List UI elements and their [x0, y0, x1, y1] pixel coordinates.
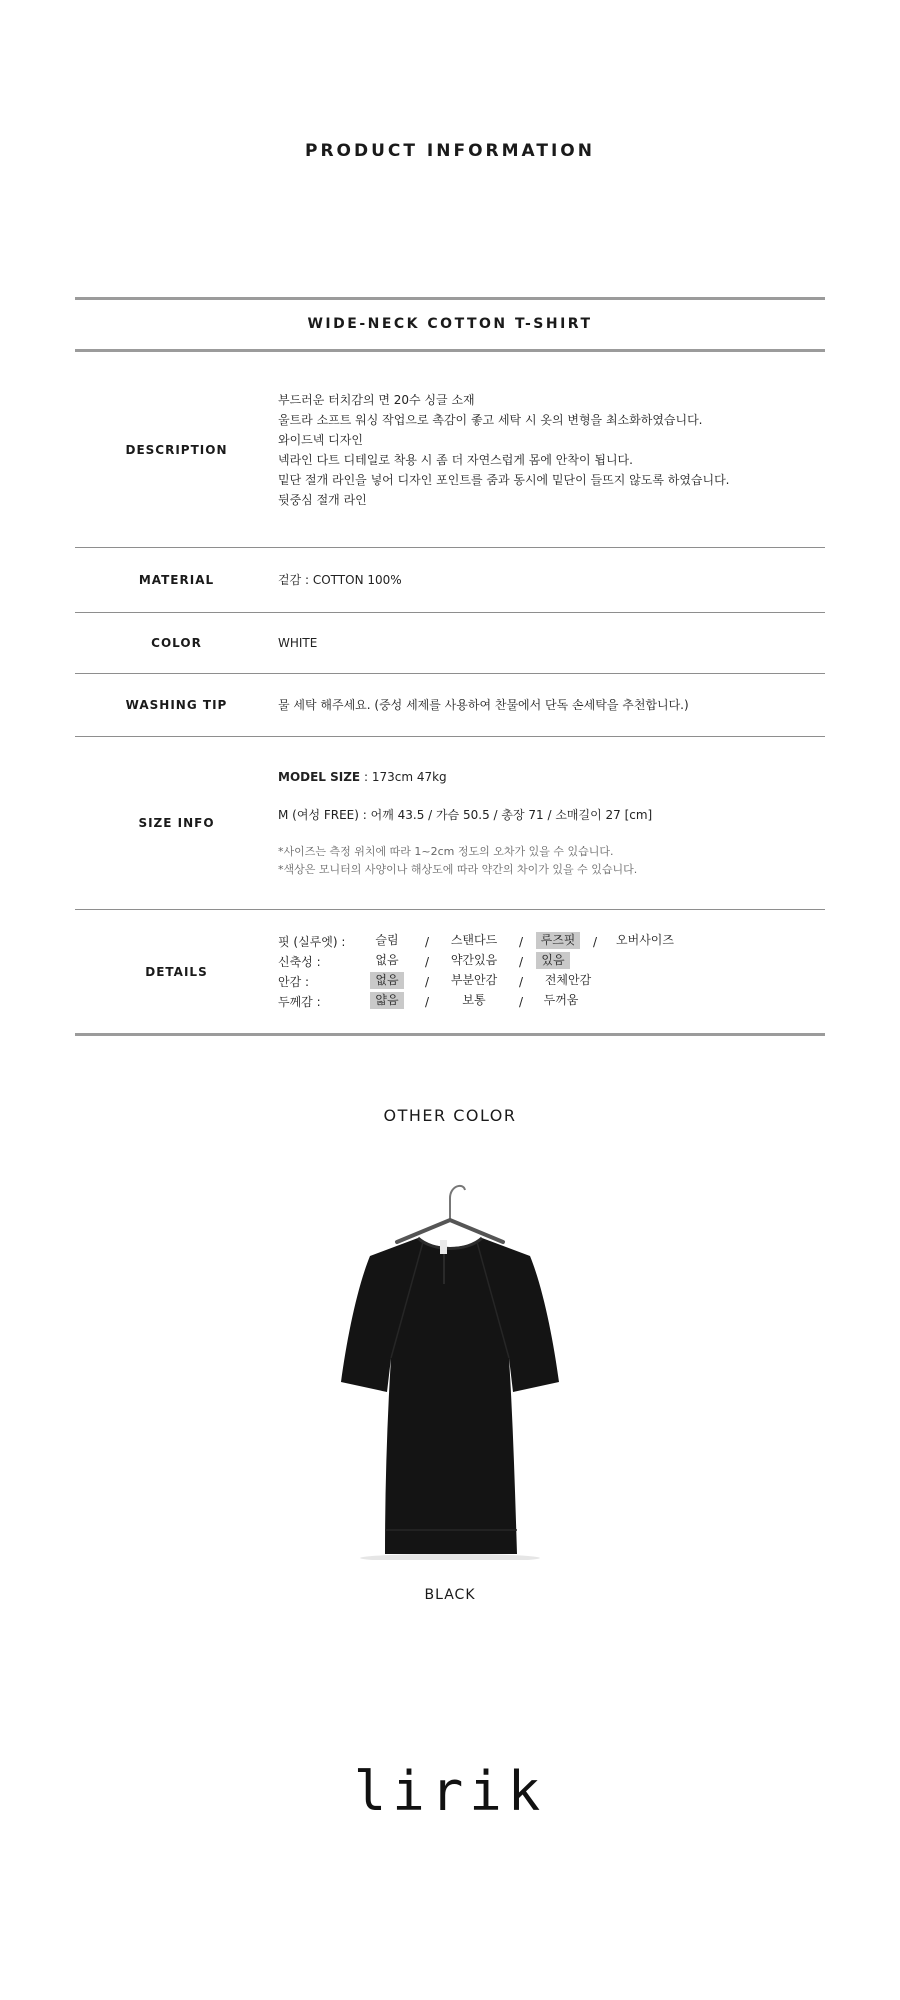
detail-option: 오버사이즈: [616, 932, 674, 947]
description-line: 밑단 절개 라인을 넣어 디자인 포인트를 줌과 동시에 밑단이 들뜨지 않도록 하였습니다.: [278, 472, 730, 487]
color-value: WHITE: [278, 636, 318, 650]
product-info-table: [75, 297, 825, 1036]
model-size-label: MODEL SIZE: [278, 770, 361, 784]
model-size: [278, 767, 825, 787]
size-info-label: SIZE INFO: [138, 816, 215, 830]
details-row: [75, 910, 825, 1033]
shirt-tag: [440, 1240, 447, 1254]
material-value: 겉감 : COTTON 100%: [278, 573, 402, 587]
detail-label: 핏 (실루엣) :: [278, 934, 346, 949]
detail-option: 슬림: [375, 932, 399, 947]
detail-label: 두께감 :: [278, 994, 321, 1009]
color-note: *색상은 모니터의 사양이나 해상도에 따라 약간의 차이가 있을 수 있습니다.: [278, 863, 638, 876]
details-content: [278, 932, 825, 1012]
other-color-title: OTHER COLOR: [383, 1106, 517, 1125]
detail-option: 두꺼움: [543, 992, 579, 1007]
shirt-body: [341, 1238, 559, 1554]
size-measurements: M (여성 FREE) : 어깨 43.5 / 가슴 50.5 / 총장 71 / 소매길이 27 [cm]: [278, 808, 653, 822]
description-line: 뒷중심 절개 라인: [278, 492, 367, 507]
detail-option-selected: 있음: [536, 952, 570, 969]
detail-lining: 안감 : 없음 / 부분안감 / 전체안감: [278, 972, 825, 992]
details-label: DETAILS: [145, 964, 208, 979]
washing-tip-value: 물 세탁 해주세요. (중성 세제를 사용하여 찬물에서 단독 손세탁을 추천합니다.): [278, 698, 689, 712]
size-note: *사이즈는 측정 위치에 따라 1~2cm 정도의 오차가 있을 수 있습니다.: [278, 845, 614, 858]
bottom-divider: [75, 1033, 825, 1036]
description-line: 울트라 소프트 워싱 작업으로 촉감이 좋고 세탁 시 옷의 변형을 최소화하였습니다.: [278, 412, 703, 427]
model-size-value: : 173cm 47kg: [360, 770, 447, 784]
shirt-shadow: [360, 1554, 540, 1560]
description-line: 와이드넥 디자인: [278, 432, 363, 447]
washing-tip-label: WASHING TIP: [125, 698, 228, 712]
detail-option: 전체안감: [544, 972, 592, 987]
product-name: WIDE-NECK COTTON T-SHIRT: [307, 316, 593, 332]
detail-option: 약간있음: [450, 952, 498, 967]
color-row: [75, 613, 825, 673]
size-info-content: [278, 767, 825, 879]
detail-option: 없음: [375, 952, 399, 967]
description-text: [278, 390, 825, 510]
detail-option: 부분안감: [450, 972, 498, 987]
description-line: 넥라인 다트 디테일로 착용 시 좀 더 자연스럽게 몸에 안착이 됩니다.: [278, 452, 633, 467]
brand-logo: lirik: [353, 1760, 547, 1823]
detail-label: 신축성 :: [278, 954, 321, 969]
detail-option: 스탠다드: [450, 932, 498, 947]
detail-label: 안감 :: [278, 974, 310, 989]
material-row: [75, 548, 825, 612]
detail-option-selected: 없음: [370, 972, 404, 989]
color-label: COLOR: [151, 636, 202, 650]
material-label: MATERIAL: [138, 573, 215, 587]
detail-fit: 핏 (실루엣) : 슬림 / 스탠다드 / 루즈핏 / 오버사이즈: [278, 932, 825, 952]
detail-stretch: 신축성 : 없음 / 약간있음 / 있음: [278, 952, 825, 972]
description-row: [75, 352, 825, 547]
size-info-row: [75, 737, 825, 909]
description-line: 부드러운 터치감의 면 20수 싱글 소재: [278, 392, 475, 407]
hanger-bar: [397, 1220, 503, 1242]
detail-option-selected: 루즈핏: [536, 932, 580, 949]
detail-option-selected: 얇음: [370, 992, 404, 1009]
black-tshirt-image: [325, 1160, 575, 1560]
washing-tip-row: [75, 674, 825, 736]
description-label: DESCRIPTION: [125, 442, 228, 457]
detail-option: 보통: [462, 992, 486, 1007]
page-title: PRODUCT INFORMATION: [305, 141, 595, 161]
detail-thickness: 두께감 : 얇음 / 보통 / 두꺼움: [278, 992, 825, 1012]
other-color-caption: BLACK: [424, 1587, 476, 1603]
hanger-hook: [450, 1186, 465, 1220]
